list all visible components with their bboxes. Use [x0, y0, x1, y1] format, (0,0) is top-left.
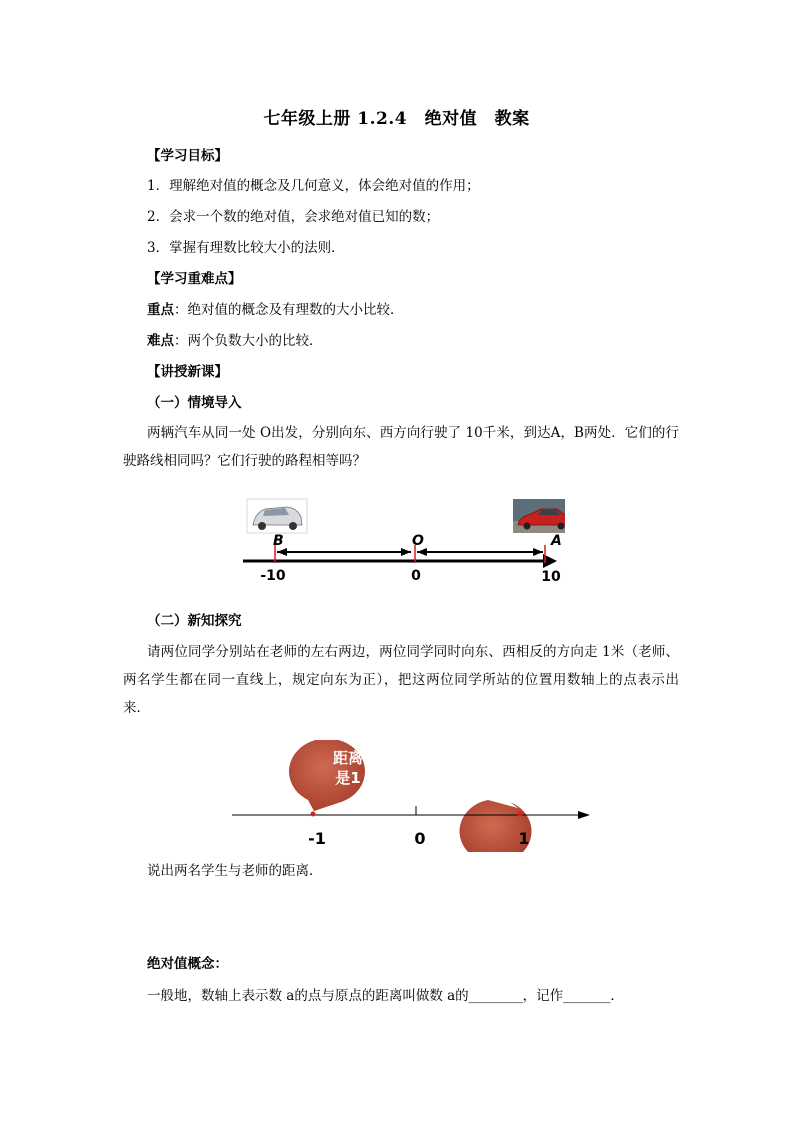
figure-car-number-line [235, 495, 565, 587]
goal-item-3: 3．掌握有理数比较大小的法则． [147, 240, 345, 256]
tick-zero: 0 [411, 568, 421, 584]
bubble-left [289, 740, 365, 811]
hard-text: ：两个负数大小的比较． [174, 333, 323, 349]
lesson-heading: 【讲授新课】 [147, 364, 228, 380]
bubble-right-line2: 是1 [481, 769, 507, 787]
hard-point [147, 331, 323, 351]
key-point [147, 300, 404, 320]
bubble-left-line1: 距离 [332, 749, 364, 767]
bubble-right-line1: 距离 [478, 749, 510, 767]
concept-title: 绝对值概念： [147, 956, 228, 972]
part1-paragraph: 两辆汽车从同一处 O出发，分别向东、西方向行驶了 10千米，到达A，B两处．它们的行驶路线相同吗？它们行驶的路程相等吗？ [123, 425, 679, 469]
point-a-label: A [551, 533, 562, 549]
tick2-neg1: -1 [308, 829, 326, 848]
key-label: 重点 [147, 302, 174, 318]
point-o-label: O [412, 533, 424, 549]
bubble-left-line2: 是1 [335, 769, 361, 787]
goal-item-1: 1．理解绝对值的概念及几何意义，体会绝对值的作用； [147, 178, 480, 194]
part1-title: （一）情境导入 [147, 395, 242, 411]
goal-item-2: 2．会求一个数的绝对值，会求绝对值已知的数； [147, 209, 440, 225]
key-text: ：绝对值的概念及有理数的大小比较． [174, 302, 404, 318]
page-title: 七年级上册 1.2.4 绝对值 教案 [263, 109, 530, 129]
question-line: 说出两名学生与老师的距离． [147, 863, 323, 879]
car-left-image [247, 499, 307, 533]
tick-10: 10 [541, 569, 561, 585]
concept-definition: 一般地，数轴上表示数 a的点与原点的距离叫做数 a的________，记作_______． [147, 988, 624, 1004]
car-right-image [513, 499, 565, 533]
point-b-label: B [273, 533, 284, 549]
part2-paragraph: 请两位同学分别站在老师的左右两边，两位同学同时向东、西相反的方向走 1米（老师、两名学生都在同一直线上，规定向东为正），把这两位同学所站的位置用数轴上的点表示出来． [123, 644, 679, 716]
hard-label: 难点 [147, 333, 174, 349]
tick-neg10: -10 [260, 568, 286, 584]
tick2-zero: 0 [414, 829, 426, 848]
part2-title: （二）新知探究 [147, 613, 242, 629]
tick2-pos1: 1 [518, 829, 530, 848]
key-heading: 【学习重难点】 [147, 271, 242, 287]
figure-distance-number-line [228, 740, 598, 852]
goals-heading: 【学习目标】 [147, 148, 228, 164]
